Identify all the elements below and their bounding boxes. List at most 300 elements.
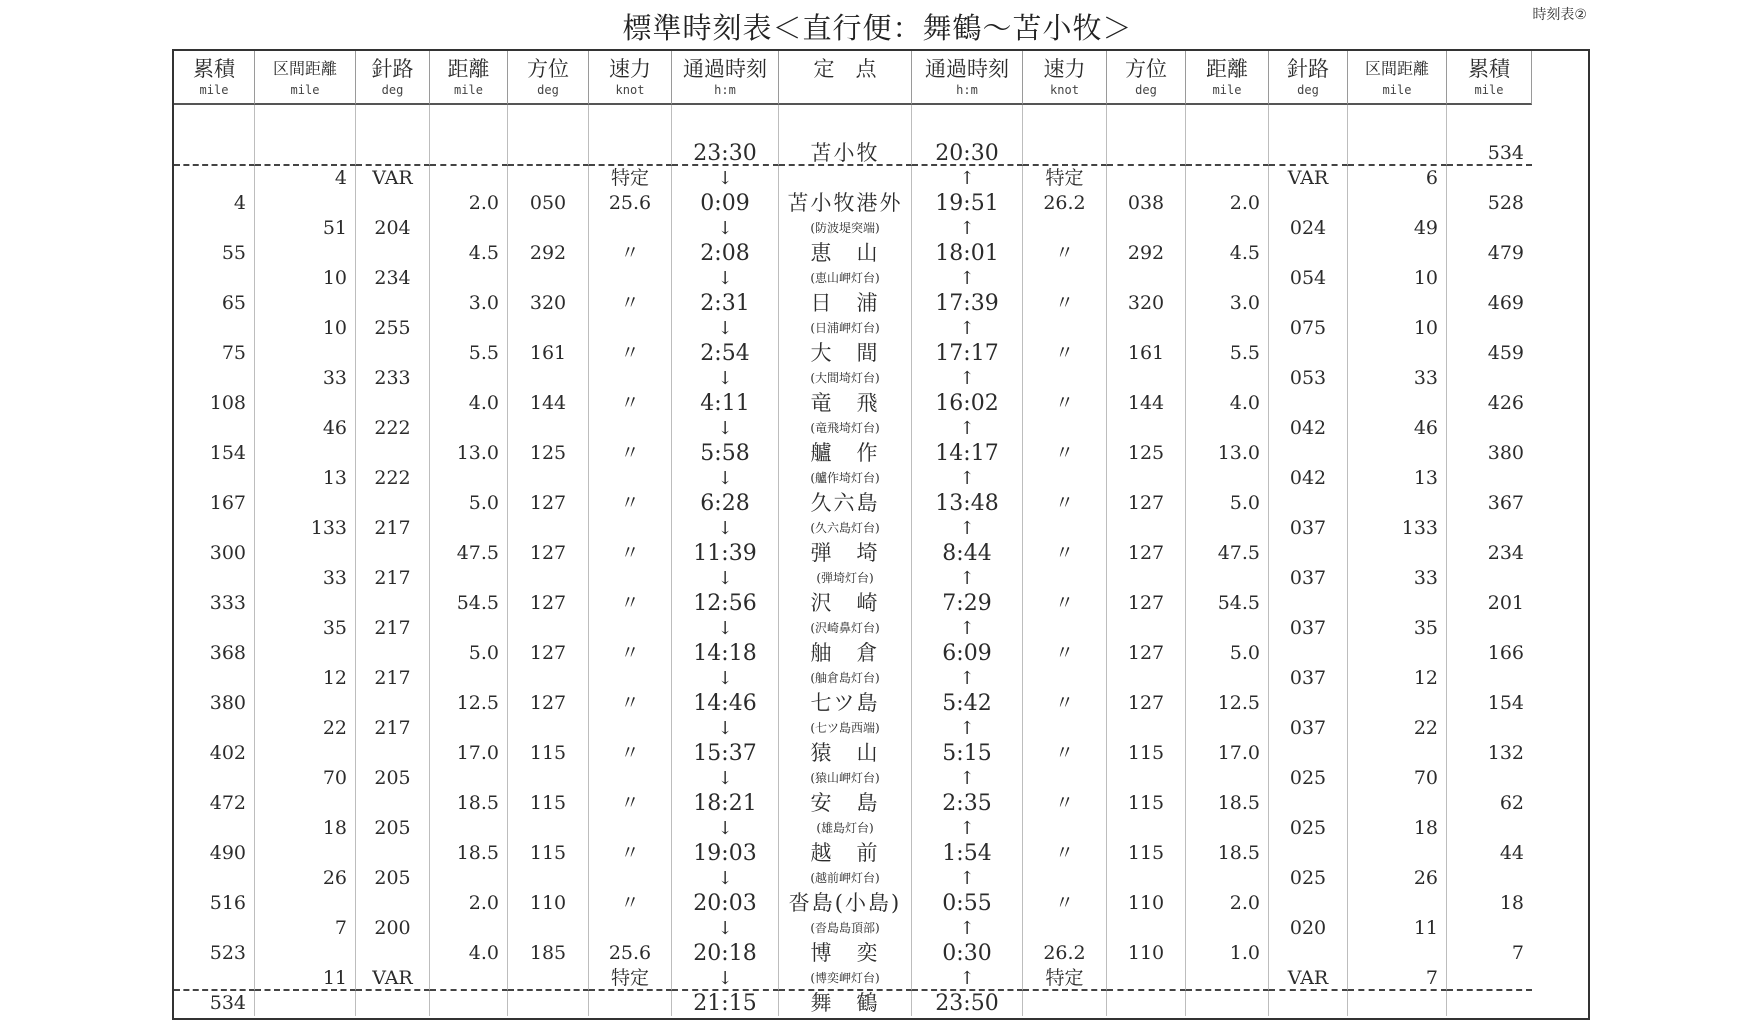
empty-cell (1186, 916, 1269, 941)
speed-note-out (589, 366, 672, 391)
empty-cell (1348, 241, 1447, 266)
distance-in: 18.5 (1186, 791, 1269, 816)
distance-out: 18.5 (430, 791, 508, 816)
header-unit: deg (381, 83, 404, 97)
bearing-in: 110 (1107, 891, 1186, 916)
empty-cell (174, 466, 255, 491)
speed-out: 〃 (589, 791, 672, 816)
empty-cell (508, 916, 589, 941)
cum-out: 534 (174, 991, 255, 1016)
empty-cell (255, 441, 356, 466)
distance-in: 2.0 (1186, 191, 1269, 216)
time-out: 2:31 (672, 291, 779, 316)
empty-cell (1186, 616, 1269, 641)
bearing-in: 292 (1107, 241, 1186, 266)
point-subname: (博奕岬灯台) (779, 966, 912, 991)
speed-note-in: 特定 (1023, 966, 1107, 991)
header-unit: h:m (714, 83, 736, 97)
header-5 (589, 51, 672, 105)
time-in: 20:30 (912, 141, 1023, 166)
header-7 (779, 51, 912, 105)
course-in: 025 (1269, 816, 1348, 841)
bearing-out: 127 (508, 541, 589, 566)
bearing-in: 038 (1107, 191, 1186, 216)
empty-cell (1447, 516, 1532, 541)
empty-cell (1447, 716, 1532, 741)
empty-cell (1107, 916, 1186, 941)
cum-out: 368 (174, 641, 255, 666)
empty-cell (356, 541, 430, 566)
empty-cell (356, 391, 430, 416)
header-unit: knot (1050, 83, 1079, 97)
course-in: 037 (1269, 616, 1348, 641)
header-unit: mile (1212, 83, 1242, 97)
segment-in: 22 (1348, 716, 1447, 741)
time-in: 17:39 (912, 291, 1023, 316)
empty-cell (356, 241, 430, 266)
empty-cell (1269, 591, 1348, 616)
point-subname: (防波堤突端) (779, 216, 912, 241)
empty-cell (356, 991, 430, 1016)
speed-note-out (589, 266, 672, 291)
point-subname: (竜飛埼灯台) (779, 416, 912, 441)
empty-cell (255, 141, 356, 166)
empty-cell (1447, 766, 1532, 791)
speed-in: 〃 (1023, 541, 1107, 566)
cum-in: 7 (1511, 942, 1524, 964)
arrow-down: ↓ (672, 366, 779, 391)
empty-cell (1447, 966, 1532, 991)
distance-in: 12.5 (1186, 691, 1269, 716)
point-subname: (沓島島頂部) (779, 916, 912, 941)
speed-in: 〃 (1023, 441, 1107, 466)
time-in: 0:55 (912, 891, 1023, 916)
segment-out: 10 (255, 266, 356, 291)
cum-in: 528 (1487, 192, 1524, 214)
empty-cell (1186, 966, 1269, 991)
time-in: 14:17 (912, 441, 1023, 466)
empty-cell (1186, 105, 1269, 141)
point-subname (779, 166, 912, 191)
bearing-in: 127 (1107, 541, 1186, 566)
empty-cell (1348, 491, 1447, 516)
bearing-in: 320 (1107, 291, 1186, 316)
empty-cell (1269, 791, 1348, 816)
cum-out: 55 (174, 241, 255, 266)
empty-cell (430, 516, 508, 541)
course-out: 217 (356, 716, 430, 741)
empty-cell (430, 816, 508, 841)
point-name: 大 間 (779, 341, 912, 366)
speed-note-in (1023, 816, 1107, 841)
time-in: 0:30 (912, 941, 1023, 966)
speed-note-out (589, 666, 672, 691)
segment-in: 11 (1348, 916, 1447, 941)
cum-in: 166 (1487, 642, 1524, 664)
empty-cell (255, 541, 356, 566)
empty-cell (1107, 316, 1186, 341)
cum-in: 132 (1487, 742, 1524, 764)
empty-cell (356, 741, 430, 766)
speed-in: 〃 (1023, 691, 1107, 716)
speed-out: 〃 (589, 291, 672, 316)
time-in: 16:02 (912, 391, 1023, 416)
speed-note-in (1023, 666, 1107, 691)
speed-note-out (589, 616, 672, 641)
speed-note-in (1023, 366, 1107, 391)
empty-cell (1348, 941, 1447, 966)
arrow-up: ↑ (912, 966, 1023, 991)
point-name: 苫小牧港外 (779, 191, 912, 216)
empty-cell (356, 641, 430, 666)
empty-cell (508, 266, 589, 291)
empty-cell (174, 716, 255, 741)
empty-cell (1269, 341, 1348, 366)
segment-in: 10 (1348, 266, 1447, 291)
course-out: 217 (356, 516, 430, 541)
empty-cell (1023, 105, 1107, 141)
speed-note-out: 特定 (589, 966, 672, 991)
point-subname: (恵山岬灯台) (779, 266, 912, 291)
cum-out: 300 (174, 541, 255, 566)
empty-cell (356, 105, 430, 141)
course-out: 217 (356, 566, 430, 591)
bearing-in: 115 (1107, 791, 1186, 816)
empty-cell (430, 466, 508, 491)
empty-cell (589, 141, 672, 166)
empty-cell (1447, 216, 1532, 241)
empty-cell (1107, 166, 1186, 191)
empty-cell (356, 841, 430, 866)
course-out: 234 (356, 266, 430, 291)
empty-cell (255, 891, 356, 916)
speed-note-out (589, 416, 672, 441)
bearing-out: 115 (508, 791, 589, 816)
start-point: 苫小牧 (779, 141, 912, 166)
header-10 (1107, 51, 1186, 105)
arrow-up: ↑ (912, 616, 1023, 641)
speed-in: 〃 (1023, 591, 1107, 616)
empty-cell (255, 841, 356, 866)
time-out: 0:09 (672, 191, 779, 216)
arrow-down: ↓ (672, 566, 779, 591)
point-name: 日 浦 (779, 291, 912, 316)
empty-cell (1107, 466, 1186, 491)
segment-out: 18 (255, 816, 356, 841)
bearing-in: 127 (1107, 691, 1186, 716)
empty-cell (174, 216, 255, 241)
empty-cell (1269, 491, 1348, 516)
empty-cell (356, 191, 430, 216)
segment-in: 33 (1348, 366, 1447, 391)
empty-cell (255, 391, 356, 416)
bearing-out: 185 (508, 941, 589, 966)
empty-cell (430, 716, 508, 741)
empty-cell (430, 566, 508, 591)
speed-in: 〃 (1023, 741, 1107, 766)
course-in: 037 (1269, 516, 1348, 541)
empty-cell (508, 666, 589, 691)
empty-cell (356, 491, 430, 516)
distance-out: 2.0 (430, 191, 508, 216)
arrow-up: ↑ (912, 516, 1023, 541)
segment-out: 22 (255, 716, 356, 741)
time-in: 18:01 (912, 241, 1023, 266)
empty-cell (174, 766, 255, 791)
header-1 (255, 51, 356, 105)
segment-out: 13 (255, 466, 356, 491)
empty-cell (1107, 141, 1186, 166)
course-in: VAR (1269, 966, 1348, 991)
empty-cell (174, 866, 255, 891)
cum-in: 469 (1487, 292, 1524, 314)
distance-in: 13.0 (1186, 441, 1269, 466)
empty-cell (430, 105, 508, 141)
empty-cell (1023, 991, 1107, 1016)
header-label: 距離 (447, 57, 490, 81)
bearing-out: 127 (508, 591, 589, 616)
point-name: 弾 埼 (779, 541, 912, 566)
segment-out: 51 (255, 216, 356, 241)
empty-cell (255, 591, 356, 616)
cum-in: 367 (1487, 492, 1524, 514)
speed-in: 〃 (1023, 841, 1107, 866)
empty-cell (912, 105, 1023, 141)
speed-in: 〃 (1023, 241, 1107, 266)
empty-cell (356, 291, 430, 316)
speed-note-in: 特定 (1023, 166, 1107, 191)
segment-out: 46 (255, 416, 356, 441)
time-in: 7:29 (912, 591, 1023, 616)
course-out: 204 (356, 216, 430, 241)
header-label: 区間距離 (272, 59, 337, 78)
arrow-up: ↑ (912, 166, 1023, 191)
speed-note-out (589, 766, 672, 791)
course-out: 205 (356, 766, 430, 791)
distance-out: 18.5 (430, 841, 508, 866)
time-out: 15:37 (672, 741, 779, 766)
course-out: 255 (356, 316, 430, 341)
cum-out: 75 (174, 341, 255, 366)
empty-cell (1269, 541, 1348, 566)
empty-cell (1348, 441, 1447, 466)
speed-note-out (589, 916, 672, 941)
course-in: 075 (1269, 316, 1348, 341)
cum-in: 62 (1499, 792, 1524, 814)
time-out: 2:54 (672, 341, 779, 366)
empty-cell (1348, 841, 1447, 866)
header-label: 定 点 (813, 57, 877, 81)
empty-cell (255, 941, 356, 966)
course-out: 217 (356, 616, 430, 641)
empty-cell (1186, 316, 1269, 341)
speed-note-in (1023, 466, 1107, 491)
speed-in: 〃 (1023, 491, 1107, 516)
empty-cell (1186, 991, 1269, 1016)
segment-out: 33 (255, 566, 356, 591)
empty-cell (174, 966, 255, 991)
arrow-down: ↓ (672, 266, 779, 291)
header-label: 速力 (609, 57, 651, 81)
bearing-in: 127 (1107, 491, 1186, 516)
speed-note-out (589, 316, 672, 341)
speed-note-in (1023, 316, 1107, 341)
speed-note-in (1023, 266, 1107, 291)
distance-out: 5.0 (430, 641, 508, 666)
segment-out: 11 (255, 966, 356, 991)
cum-in: 479 (1487, 242, 1524, 264)
course-in: 037 (1269, 666, 1348, 691)
point-subname: (大間埼灯台) (779, 366, 912, 391)
empty-cell (508, 716, 589, 741)
speed-note-out: 特定 (589, 166, 672, 191)
empty-cell (1447, 416, 1532, 441)
distance-in: 5.0 (1186, 491, 1269, 516)
bearing-in: 110 (1107, 941, 1186, 966)
point-name: 越 前 (779, 841, 912, 866)
arrow-down: ↓ (672, 616, 779, 641)
empty-cell (1447, 616, 1532, 641)
header-label: 方位 (527, 57, 569, 81)
empty-cell (1447, 566, 1532, 591)
point-name: 安 島 (779, 791, 912, 816)
empty-cell (508, 141, 589, 166)
empty-cell (1447, 466, 1532, 491)
segment-out: 70 (255, 766, 356, 791)
header-unit: mile (199, 83, 229, 97)
header-2 (356, 51, 430, 105)
empty-cell (1186, 366, 1269, 391)
arrow-up: ↑ (912, 866, 1023, 891)
empty-cell (430, 666, 508, 691)
empty-cell (174, 166, 255, 191)
empty-cell (1107, 966, 1186, 991)
arrow-up: ↑ (912, 566, 1023, 591)
point-subname: (艫作埼灯台) (779, 466, 912, 491)
cum-out: 490 (174, 841, 255, 866)
header-unit: deg (1297, 83, 1319, 97)
empty-cell (1348, 541, 1447, 566)
empty-cell (1107, 366, 1186, 391)
segment-in: 33 (1348, 566, 1447, 591)
empty-cell (255, 691, 356, 716)
arrow-down: ↓ (672, 466, 779, 491)
distance-in: 18.5 (1186, 841, 1269, 866)
cum-in: 380 (1487, 442, 1524, 464)
arrow-down: ↓ (672, 666, 779, 691)
cum-out: 333 (174, 591, 255, 616)
cum-out: 402 (174, 741, 255, 766)
bearing-in: 115 (1107, 841, 1186, 866)
point-subname: (越前岬灯台) (779, 866, 912, 891)
header-label: 針路 (1287, 57, 1329, 81)
bearing-out: 320 (508, 291, 589, 316)
empty-cell (174, 366, 255, 391)
empty-cell (1269, 991, 1348, 1016)
speed-in: 〃 (1023, 291, 1107, 316)
empty-cell (255, 741, 356, 766)
header-unit: knot (615, 83, 645, 97)
speed-note-in (1023, 416, 1107, 441)
time-in: 8:44 (912, 541, 1023, 566)
empty-cell (672, 105, 779, 141)
time-out: 20:18 (672, 941, 779, 966)
empty-cell (1348, 641, 1447, 666)
cum-out: 516 (174, 891, 255, 916)
time-out: 2:08 (672, 241, 779, 266)
arrow-down: ↓ (672, 716, 779, 741)
time-out: 20:03 (672, 891, 779, 916)
distance-out: 12.5 (430, 691, 508, 716)
header-unit: h:m (956, 83, 978, 97)
time-in: 13:48 (912, 491, 1023, 516)
distance-out: 5.0 (430, 491, 508, 516)
speed-note-out (589, 816, 672, 841)
point-name: 舳 倉 (779, 641, 912, 666)
speed-note-out (589, 866, 672, 891)
empty-cell (1186, 416, 1269, 441)
point-subname: (弾埼灯台) (779, 566, 912, 591)
segment-in: 13 (1348, 466, 1447, 491)
empty-cell (1269, 441, 1348, 466)
cum-in: 534 (1447, 141, 1532, 166)
empty-cell (1269, 105, 1348, 141)
point-name: 沓島(小島) (779, 891, 912, 916)
arrow-down: ↓ (672, 916, 779, 941)
header-label: 針路 (371, 57, 414, 81)
time-out: 18:21 (672, 791, 779, 816)
empty-cell (1348, 191, 1447, 216)
header-unit: deg (537, 83, 559, 97)
time-in: 2:35 (912, 791, 1023, 816)
distance-in: 47.5 (1186, 541, 1269, 566)
empty-cell (174, 616, 255, 641)
bearing-out: 115 (508, 741, 589, 766)
empty-cell (1447, 916, 1532, 941)
speed-note-in (1023, 516, 1107, 541)
empty-cell (1186, 816, 1269, 841)
empty-cell (174, 316, 255, 341)
speed-out: 〃 (589, 241, 672, 266)
segment-in: 46 (1348, 416, 1447, 441)
cum-out: 472 (174, 791, 255, 816)
header-unit: mile (454, 83, 483, 97)
time-in: 6:09 (912, 641, 1023, 666)
arrow-up: ↑ (912, 466, 1023, 491)
point-name: 七ツ島 (779, 691, 912, 716)
segment-in: 10 (1348, 316, 1447, 341)
distance-in: 2.0 (1186, 891, 1269, 916)
empty-cell (1269, 691, 1348, 716)
point-subname: (猿山岬灯台) (779, 766, 912, 791)
distance-out: 4.0 (430, 391, 508, 416)
empty-cell (508, 991, 589, 1016)
point-subname: (舳倉島灯台) (779, 666, 912, 691)
bearing-in: 161 (1107, 341, 1186, 366)
empty-cell (1107, 266, 1186, 291)
point-subname: (七ツ島西端) (779, 716, 912, 741)
time-out: 14:46 (672, 691, 779, 716)
empty-cell (1269, 241, 1348, 266)
header-unit: deg (1135, 83, 1157, 97)
empty-cell (430, 366, 508, 391)
page-title: 標準時刻表＜直行便：舞鶴～苫小牧＞ (622, 11, 1133, 45)
empty-cell (1186, 266, 1269, 291)
course-in: 042 (1269, 466, 1348, 491)
point-name: 艫 作 (779, 441, 912, 466)
empty-cell (430, 316, 508, 341)
empty-cell (356, 891, 430, 916)
